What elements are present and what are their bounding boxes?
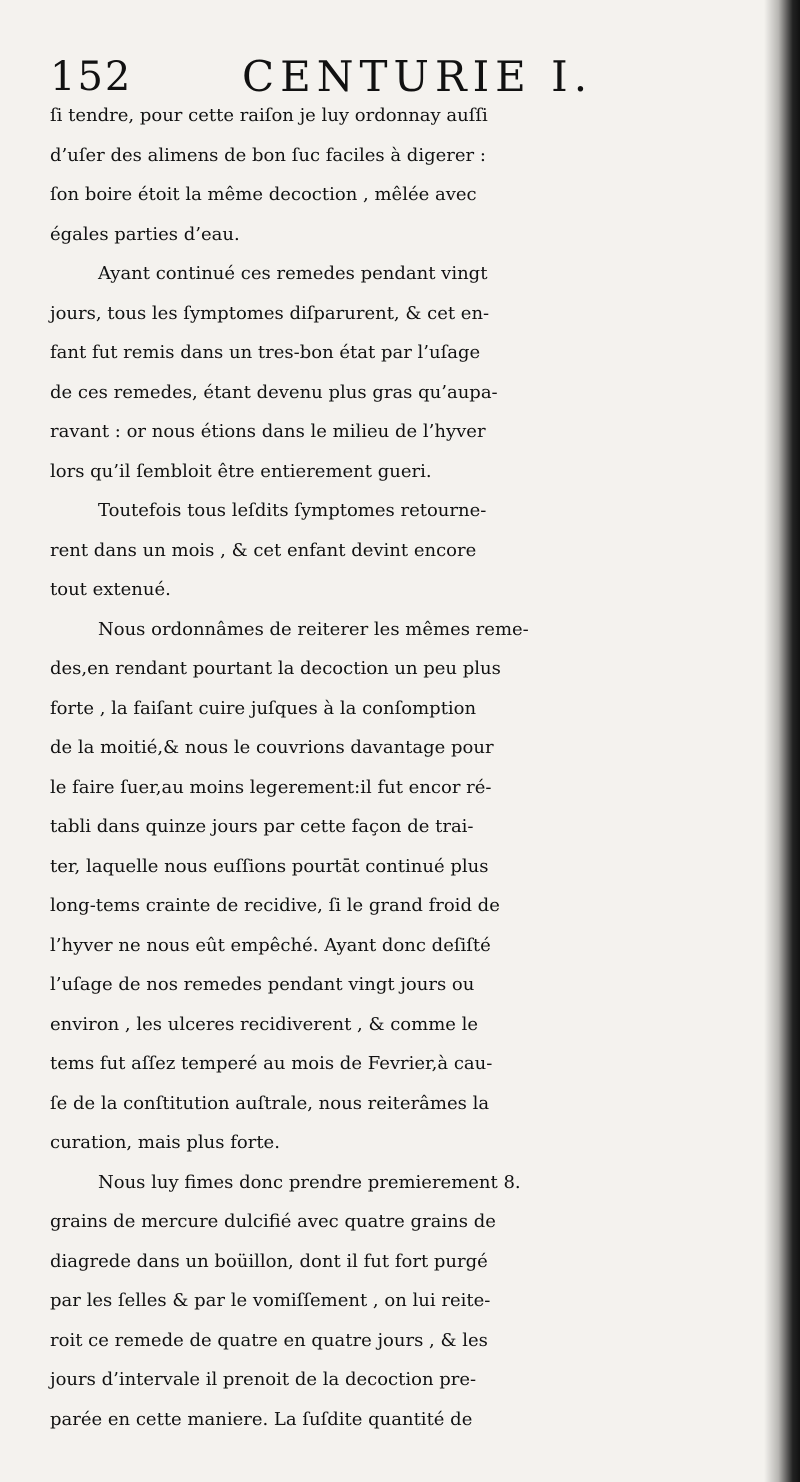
- running-head: CENTURIE I.: [242, 52, 594, 101]
- body-text: [50, 96, 770, 1439]
- text-line: Toutefois tous leſdits ſymptomes retourne-: [98, 500, 487, 521]
- text-line: forte , la faiſant cuire juſques à la conſomption: [50, 697, 477, 719]
- text-line: lors qu’il ſembloit être entierement gueri.: [50, 460, 432, 482]
- text-line: environ , les ulceres recidiverent , & comme le: [50, 1013, 479, 1035]
- text-line: tems fut aſſez temperé au mois de Fevrier,à cau-: [50, 1053, 493, 1074]
- text-line: Nous ordonnâmes de reiterer les mêmes reme-: [98, 618, 529, 640]
- text-line: égales parties d’eau.: [50, 223, 240, 245]
- text-line: ſe de la conſtitution auſtrale, nous reiterâmes la: [50, 1092, 490, 1114]
- text-line: jours, tous les ſymptomes diſparurent, & cet en-: [50, 302, 490, 324]
- text-line: fant fut remis dans un tres-bon état par l’uſage: [50, 342, 481, 363]
- text-line: par les ſelles & par le vomiſſement , on lui reite-: [50, 1290, 491, 1311]
- text-line: jours d’intervale il prenoit de la decoction pre-: [50, 1369, 477, 1390]
- text-line: des,en rendant pourtant la decoction un peu plus: [50, 658, 501, 679]
- page-number: 152: [50, 54, 133, 100]
- text-line: parée en cette maniere. La ſuſdite quantité de: [50, 1408, 473, 1430]
- text-line: l’uſage de nos remedes pendant vingt jours ou: [50, 974, 475, 995]
- text-line: de ces remedes, étant devenu plus gras qu’aupa-: [50, 381, 498, 403]
- text-line: Nous luy fimes donc prendre premierement 8.: [98, 1171, 521, 1193]
- text-line: rent dans un mois , & cet enfant devint encore: [50, 539, 477, 561]
- text-line: long-tems crainte de recidive, ſi le grand froid de: [50, 895, 500, 916]
- text-line: grains de mercure dulcifié avec quatre grains de: [50, 1211, 496, 1232]
- text-line: diagrede dans un boüillon, dont il fut fort purgé: [50, 1250, 488, 1272]
- text-line: d’uſer des alimens de bon ſuc faciles à digerer :: [50, 144, 486, 166]
- text-line: roit ce remede de quatre en quatre jours , & les: [50, 1329, 488, 1351]
- text-line: le faire ſuer,au moins legerement:il fut encor ré-: [50, 776, 492, 798]
- page-header: [50, 40, 750, 100]
- text-line: Ayant continué ces remedes pendant vingt: [98, 263, 488, 284]
- text-line: tabli dans quinze jours par cette façon de trai-: [50, 816, 474, 837]
- text-line: curation, mais plus forte.: [50, 1132, 280, 1153]
- text-line: tout extenué.: [50, 579, 171, 600]
- text-line: ſi tendre, pour cette raiſon je luy ordonnay auſſi: [50, 105, 488, 126]
- text-line: ravant : or nous étions dans le milieu de l’hyver: [50, 421, 486, 442]
- text-line: l’hyver ne nous eût empêché. Ayant donc deſiſté: [50, 934, 491, 956]
- text-line: ter, laquelle nous euſſions pourtāt continué plus: [50, 855, 489, 877]
- text-line: ſon boire étoit la même decoction , mêlée avec: [50, 184, 477, 205]
- text-line: de la moitié,& nous le couvrions davantage pour: [50, 737, 494, 758]
